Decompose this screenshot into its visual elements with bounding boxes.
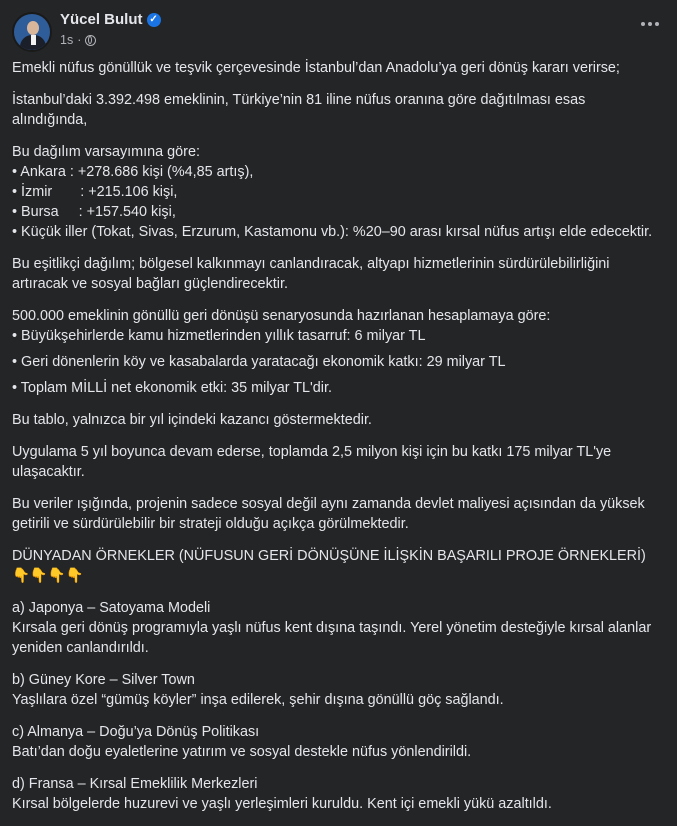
- post-header: [8, 8, 669, 50]
- verified-badge-icon: ✓: [147, 13, 161, 27]
- post-paragraph: [12, 410, 666, 430]
- post-text-line: a) Japonya – Satoyama Modeli: [12, 600, 211, 616]
- post-text-line: Bu veriler ışığında, projenin sadece sosyal değil aynı zamanda devlet maliyesi açısından da yüksek: [12, 496, 645, 512]
- author-name-row: [60, 11, 161, 28]
- post-text-line: d) Fransa – Kırsal Emeklilik Merkezleri: [12, 776, 258, 792]
- author-avatar[interactable]: [12, 12, 52, 52]
- post-text-line: Bu tablo, yalnızca bir yıl içindeki kazancı göstermektedir.: [12, 412, 372, 428]
- author-name[interactable]: Yücel Bulut: [60, 11, 143, 28]
- post-text-line: 👇👇👇👇: [12, 568, 84, 584]
- post-text-line: Emekli nüfus gönüllük ve teşvik çerçevesinde İstanbul’dan Anadolu’ya geri dönüş kararı verirse;: [12, 60, 620, 76]
- post-text-line: yeniden canlandırıldı.: [12, 640, 149, 656]
- post-text-line: • Toplam MİLLİ net ekonomik etki: 35 milyar TL'dir.: [12, 380, 332, 396]
- post-text-line: 500.000 emeklinin gönüllü geri dönüşü senaryosunda hazırlanan hesaplamaya göre:: [12, 308, 551, 324]
- post-text-line: • Bursa : +157.540 kişi,: [12, 204, 176, 220]
- post-paragraph: [12, 58, 666, 78]
- post-text-line: • İzmir : +215.106 kişi,: [12, 184, 178, 200]
- post-time[interactable]: 1s: [60, 33, 74, 47]
- post-meta: 1s ·: [60, 33, 96, 47]
- post-text-line: b) Güney Kore – Silver Town: [12, 672, 195, 688]
- post-text-line: İstanbul’daki 3.392.498 emeklinin, Türkiye’nin 81 iline nüfus oranına göre dağıtılması esas: [12, 92, 586, 108]
- post-text-line: Yaşlılara özel “gümüş köyler” inşa edilerek, şehir dışına gönüllü göç sağlandı.: [12, 692, 504, 708]
- post-text-line: c) Almanya – Doğu’ya Dönüş Politikası: [12, 724, 260, 740]
- post-text-line: • Büyükşehirlerde kamu hizmetlerinden yıllık tasarruf: 6 milyar TL: [12, 328, 426, 344]
- post-text-line: Kırsala geri dönüş programıyla yaşlı nüfus kent dışına taşındı. Yerel yönetim desteğiyle kırsal alanlar: [12, 620, 652, 636]
- post-text-line: Kırsal bölgelerde huzurevi ve yaşlı yerleşimleri kuruldu. Kent içi emekli yükü azaltıldı.: [12, 796, 552, 812]
- post-paragraph: [12, 254, 666, 294]
- post-paragraph: [12, 142, 666, 242]
- post-text-line: • Küçük iller (Tokat, Sivas, Erzurum, Kastamonu vb.): %20–90 arası kırsal nüfus artışı elde edecektir.: [12, 224, 653, 240]
- post-paragraph: [12, 598, 666, 658]
- post-paragraph: [12, 670, 666, 710]
- post-paragraph: [12, 378, 666, 398]
- post-text-line: DÜNYADAN ÖRNEKLER (NÜFUSUN GERİ DÖNÜŞÜNE İLİŞKİN BAŞARILI PROJE ÖRNEKLERİ): [12, 548, 646, 564]
- post-paragraph: [12, 90, 666, 130]
- post-paragraph: [12, 546, 666, 586]
- post-text-line: • Ankara : +278.686 kişi (%4,85 artış),: [12, 164, 254, 180]
- post-text-line: ulaşacaktır.: [12, 464, 85, 480]
- post-body: [12, 58, 666, 826]
- post-text-line: • Geri dönenlerin köy ve kasabalarda yaratacağı ekonomik katkı: 29 milyar TL: [12, 354, 506, 370]
- post-text-line: Uygulama 5 yıl boyunca devam ederse, toplamda 2,5 milyon kişi için bu katkı 175 milyar TL'ye: [12, 444, 612, 460]
- post-text-line: Batı’dan doğu eyaletlerine yatırım ve sosyal destekle nüfus yönlendirildi.: [12, 744, 472, 760]
- globe-icon[interactable]: [85, 35, 96, 46]
- post-text-line: artıracak ve sosyal bağları güçlendirecektir.: [12, 276, 288, 292]
- post-text-line: Bu eşitlikçi dağılım; bölgesel kalkınmayı canlandıracak, altyapı hizmetlerinin sürdürülebilirliğini: [12, 256, 610, 272]
- post-text-line: getirili ve sürdürülebilir bir strateji olduğu açıkça görülmektedir.: [12, 516, 409, 532]
- post-paragraph: [12, 494, 666, 534]
- post-paragraph: [12, 774, 666, 814]
- post-text-line: alındığında,: [12, 112, 88, 128]
- post-paragraph: [12, 442, 666, 482]
- post-paragraph: [12, 306, 666, 346]
- more-options-icon[interactable]: [635, 14, 665, 34]
- post-paragraph: [12, 722, 666, 762]
- post-text-line: Bu dağılım varsayımına göre:: [12, 144, 200, 160]
- post-paragraph: [12, 352, 666, 372]
